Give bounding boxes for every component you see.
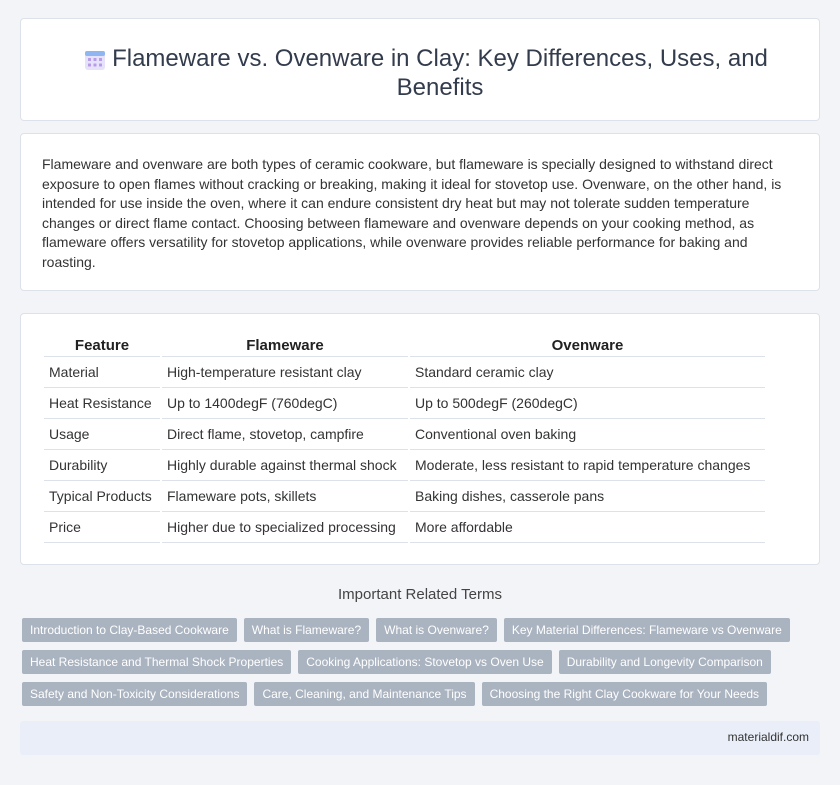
page-title: Flameware vs. Ovenware in Clay: Key Differences, Uses, and Benefits xyxy=(112,45,768,101)
table-row xyxy=(44,357,765,388)
calendar-grid-icon xyxy=(83,48,107,72)
cell-feature: Typical Products xyxy=(44,481,160,512)
related-tag[interactable]: Choosing the Right Clay Cookware for Your Needs xyxy=(482,682,767,706)
cell-flameware: Higher due to specialized processing xyxy=(162,512,408,543)
related-tag[interactable]: Key Material Differences: Flameware vs Ovenware xyxy=(504,618,790,642)
cell-ovenware: Moderate, less resistant to rapid temperature changes xyxy=(410,450,765,481)
cell-flameware: Highly durable against thermal shock xyxy=(162,450,408,481)
related-tag[interactable]: Durability and Longevity Comparison xyxy=(559,650,771,674)
related-tag[interactable]: Cooking Applications: Stovetop vs Oven Use xyxy=(298,650,551,674)
related-tag[interactable]: Heat Resistance and Thermal Shock Properties xyxy=(22,650,291,674)
cell-flameware: Direct flame, stovetop, campfire xyxy=(162,419,408,450)
related-tag[interactable]: What is Ovenware? xyxy=(376,618,497,642)
cell-flameware: Up to 1400degF (760degC) xyxy=(162,388,408,419)
related-tag[interactable]: Introduction to Clay-Based Cookware xyxy=(22,618,237,642)
related-tag[interactable]: Care, Cleaning, and Maintenance Tips xyxy=(254,682,474,706)
table-row xyxy=(44,512,765,543)
cell-feature: Price xyxy=(44,512,160,543)
intro-card xyxy=(20,133,820,291)
title-wrap xyxy=(21,44,819,102)
tag-row xyxy=(22,618,812,642)
footer-site-link[interactable]: materialdif.com xyxy=(727,730,809,744)
tag-row xyxy=(22,650,812,674)
cell-ovenware: More affordable xyxy=(410,512,765,543)
intro-paragraph: Flameware and ovenware are both types of ceramic cookware, but flameware is specially designed to withstand direct exposure to open flames without cracking or breaking, making it ideal for stovetop use. Ovenware, on the other hand, is intended for use inside the oven, where it can endure consistent dry heat but may not tolerate sudden temperature changes or direct flame contact. Choosing between flameware and ovenware depends on your cooking method, as flameware offers versatility for stovetop applications, while ovenware provides reliable performance for baking and roasting. xyxy=(42,156,782,270)
cell-ovenware: Standard ceramic clay xyxy=(410,357,765,388)
header-feature: Feature xyxy=(44,335,160,357)
table-row xyxy=(44,481,765,512)
footer xyxy=(20,721,820,755)
cell-ovenware: Up to 500degF (260degC) xyxy=(410,388,765,419)
comparison-table xyxy=(42,335,767,543)
related-tag[interactable]: Safety and Non-Toxicity Considerations xyxy=(22,682,247,706)
table-row xyxy=(44,388,765,419)
table-row xyxy=(44,450,765,481)
cell-ovenware: Conventional oven baking xyxy=(410,419,765,450)
table-row xyxy=(44,419,765,450)
cell-feature: Durability xyxy=(44,450,160,481)
header-ovenware: Ovenware xyxy=(410,335,765,357)
table-header-row xyxy=(44,335,765,357)
cell-feature: Usage xyxy=(44,419,160,450)
cell-flameware: High-temperature resistant clay xyxy=(162,357,408,388)
cell-flameware: Flameware pots, skillets xyxy=(162,481,408,512)
related-tag[interactable]: What is Flameware? xyxy=(244,618,369,642)
related-terms-tags xyxy=(22,618,812,714)
cell-feature: Heat Resistance xyxy=(44,388,160,419)
cell-ovenware: Baking dishes, casserole pans xyxy=(410,481,765,512)
comparison-table-card xyxy=(20,313,820,565)
header-flameware: Flameware xyxy=(162,335,408,357)
related-terms-heading: Important Related Terms xyxy=(338,586,502,603)
header-card xyxy=(20,18,820,121)
cell-feature: Material xyxy=(44,357,160,388)
tag-row xyxy=(22,682,812,706)
